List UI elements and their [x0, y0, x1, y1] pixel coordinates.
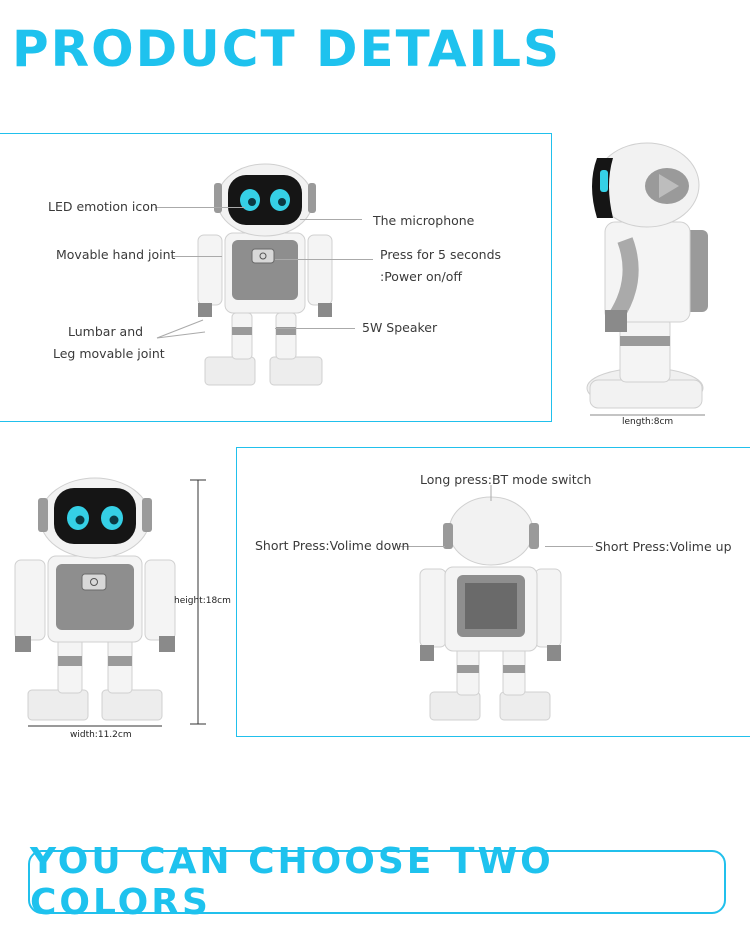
bt-mode-label: Long press:BT mode switch	[420, 472, 592, 487]
colors-banner	[28, 841, 726, 923]
lumbar-callout-lines	[155, 310, 215, 350]
power-label-line1: Press for 5 seconds	[380, 247, 502, 262]
led-emotion-label: LED emotion icon	[48, 199, 158, 214]
hand-joint-label: Movable hand joint	[56, 247, 176, 262]
length-label: length:8cm	[622, 417, 674, 427]
robot-front-illustration	[190, 165, 350, 390]
speaker-label: 5W Speaker	[362, 320, 438, 335]
power-label-line2: :Power on/off	[380, 269, 463, 284]
robot-side-illustration	[585, 140, 715, 412]
colors-banner-text: YOU CAN CHOOSE TWO COLORS	[30, 841, 554, 923]
microphone-label: The microphone	[373, 213, 475, 228]
page-title: PRODUCT DETAILS	[12, 20, 562, 78]
volume-down-label: Short Press:Volime down	[255, 538, 410, 553]
lumbar-label-line2: Leg movable joint	[53, 346, 165, 361]
height-label: height:18cm	[174, 596, 231, 606]
robot-back-illustration	[415, 497, 565, 727]
volume-up-label: Short Press:Volime up	[595, 539, 732, 554]
lumbar-label-line1: Lumbar and	[68, 324, 144, 339]
width-label: width:11.2cm	[70, 730, 132, 740]
robot-dimension-illustration	[10, 478, 230, 740]
